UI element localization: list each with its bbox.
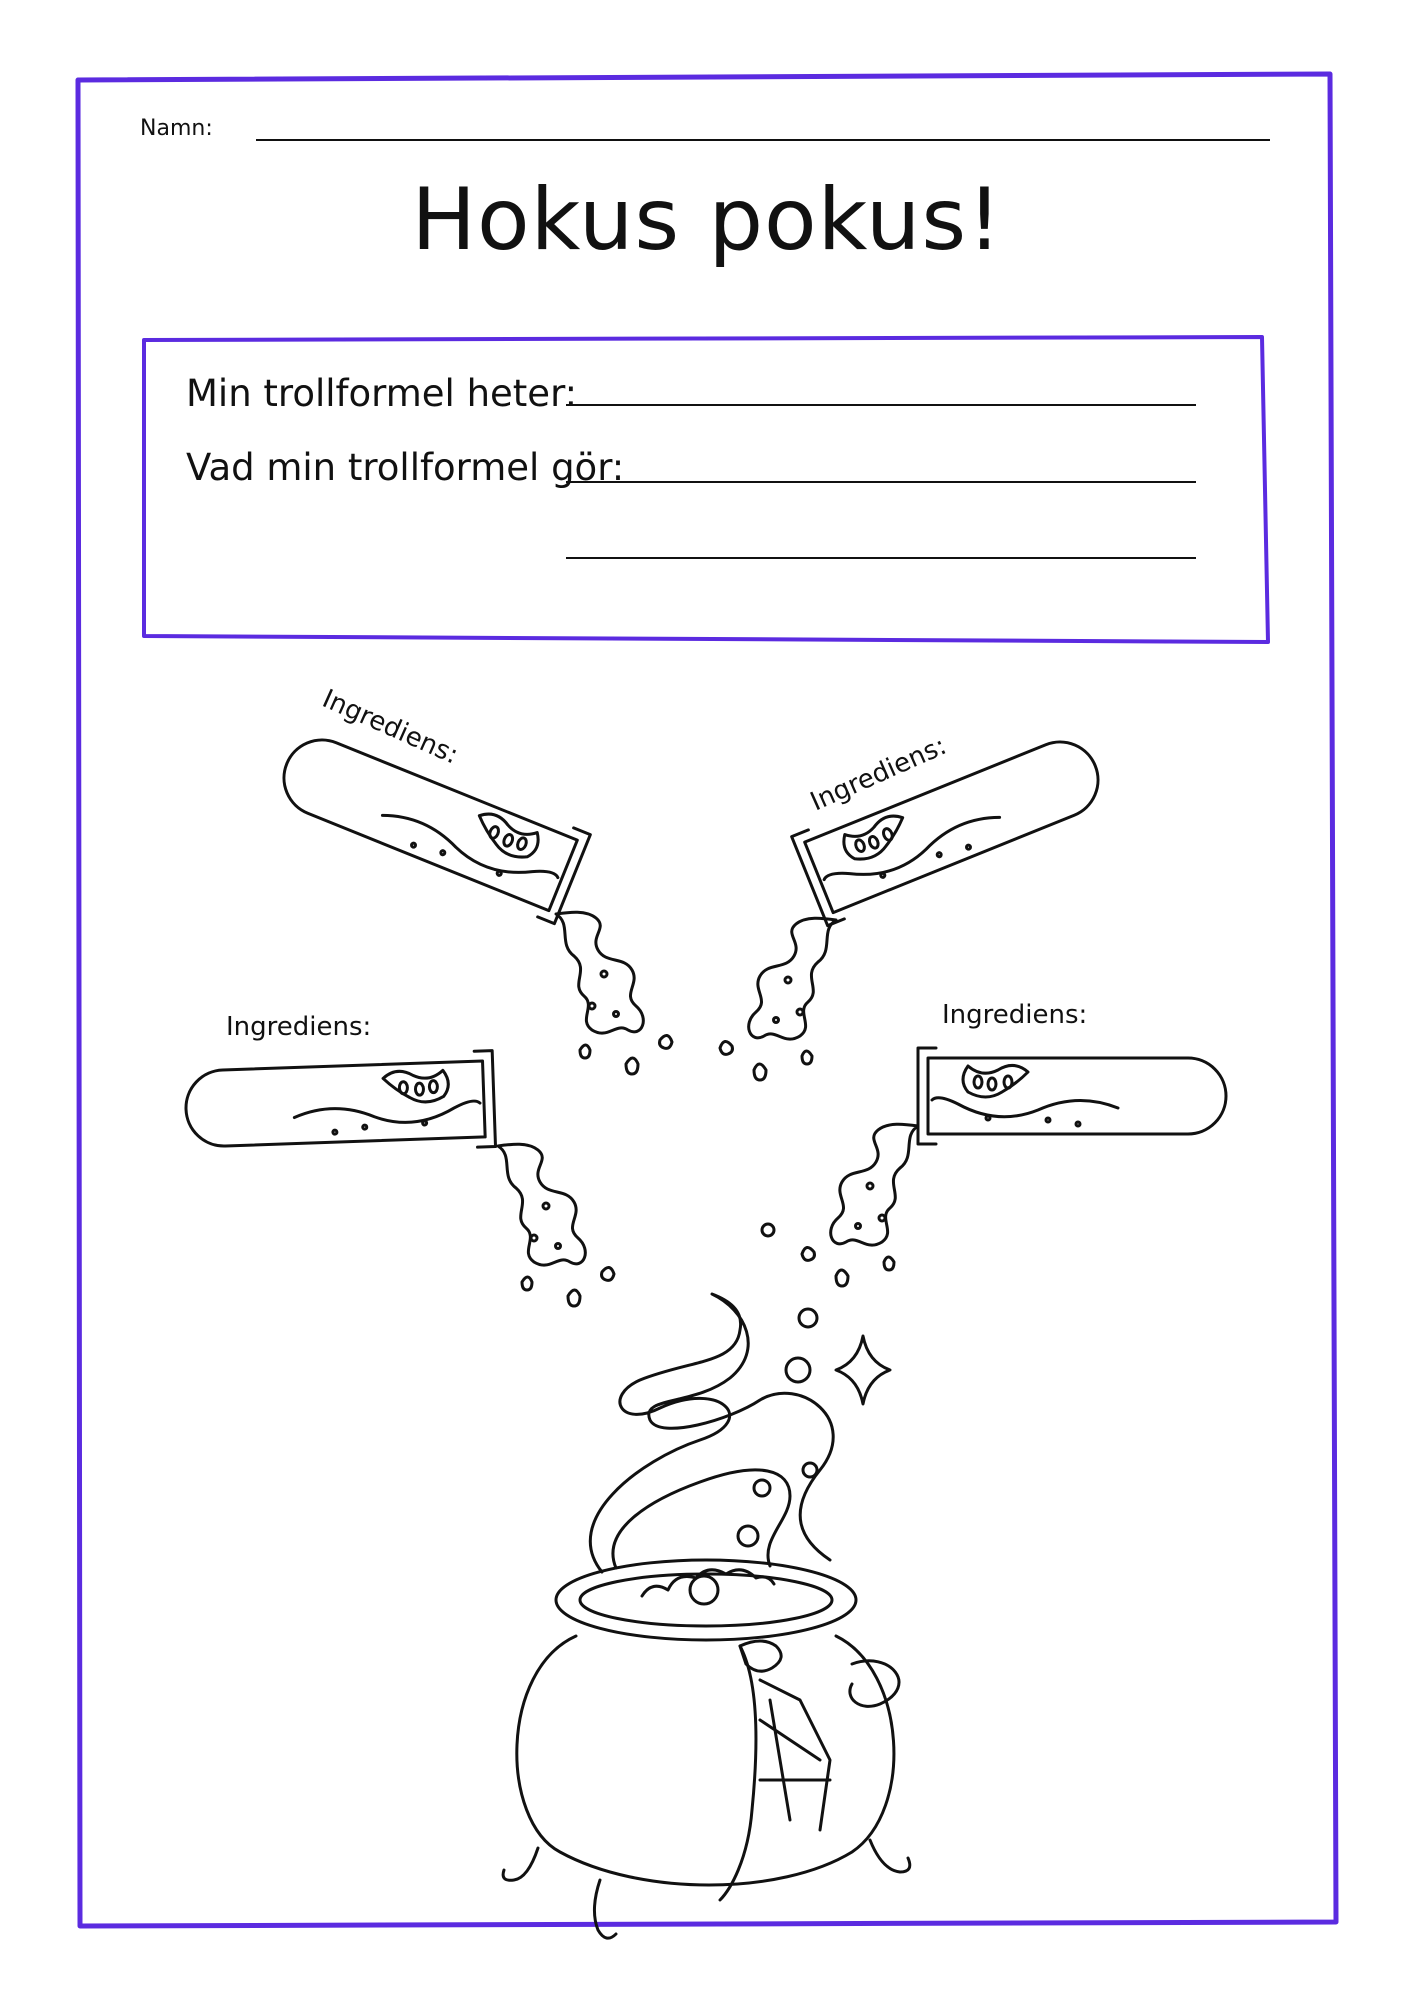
test-tube-icon [184,1051,495,1158]
splash-icon [556,912,672,1074]
ingredient-label-top-right: Ingrediens: [806,730,951,818]
bubble-icon [738,1224,817,1546]
test-tube-icon [792,721,1114,925]
spell-name-label: Min trollformel heter: [186,372,578,415]
splash-icon [498,1144,614,1306]
cauldron-icon [503,1294,910,1938]
test-tube-icon [918,1048,1226,1144]
spell-does-label: Vad min trollformel gör: [186,446,625,489]
ingredient-label-top-left: Ingrediens: [317,684,463,771]
splash-icon [802,1124,918,1286]
page-title: Hokus pokus! [411,170,1003,270]
splash-icon [720,918,836,1080]
ingredient-label-mid-left: Ingrediens: [226,1012,372,1042]
sparkle-icon [836,1336,890,1404]
ingredient-label-mid-right: Ingrediens: [942,1000,1088,1030]
name-label: Namn: [140,116,213,141]
